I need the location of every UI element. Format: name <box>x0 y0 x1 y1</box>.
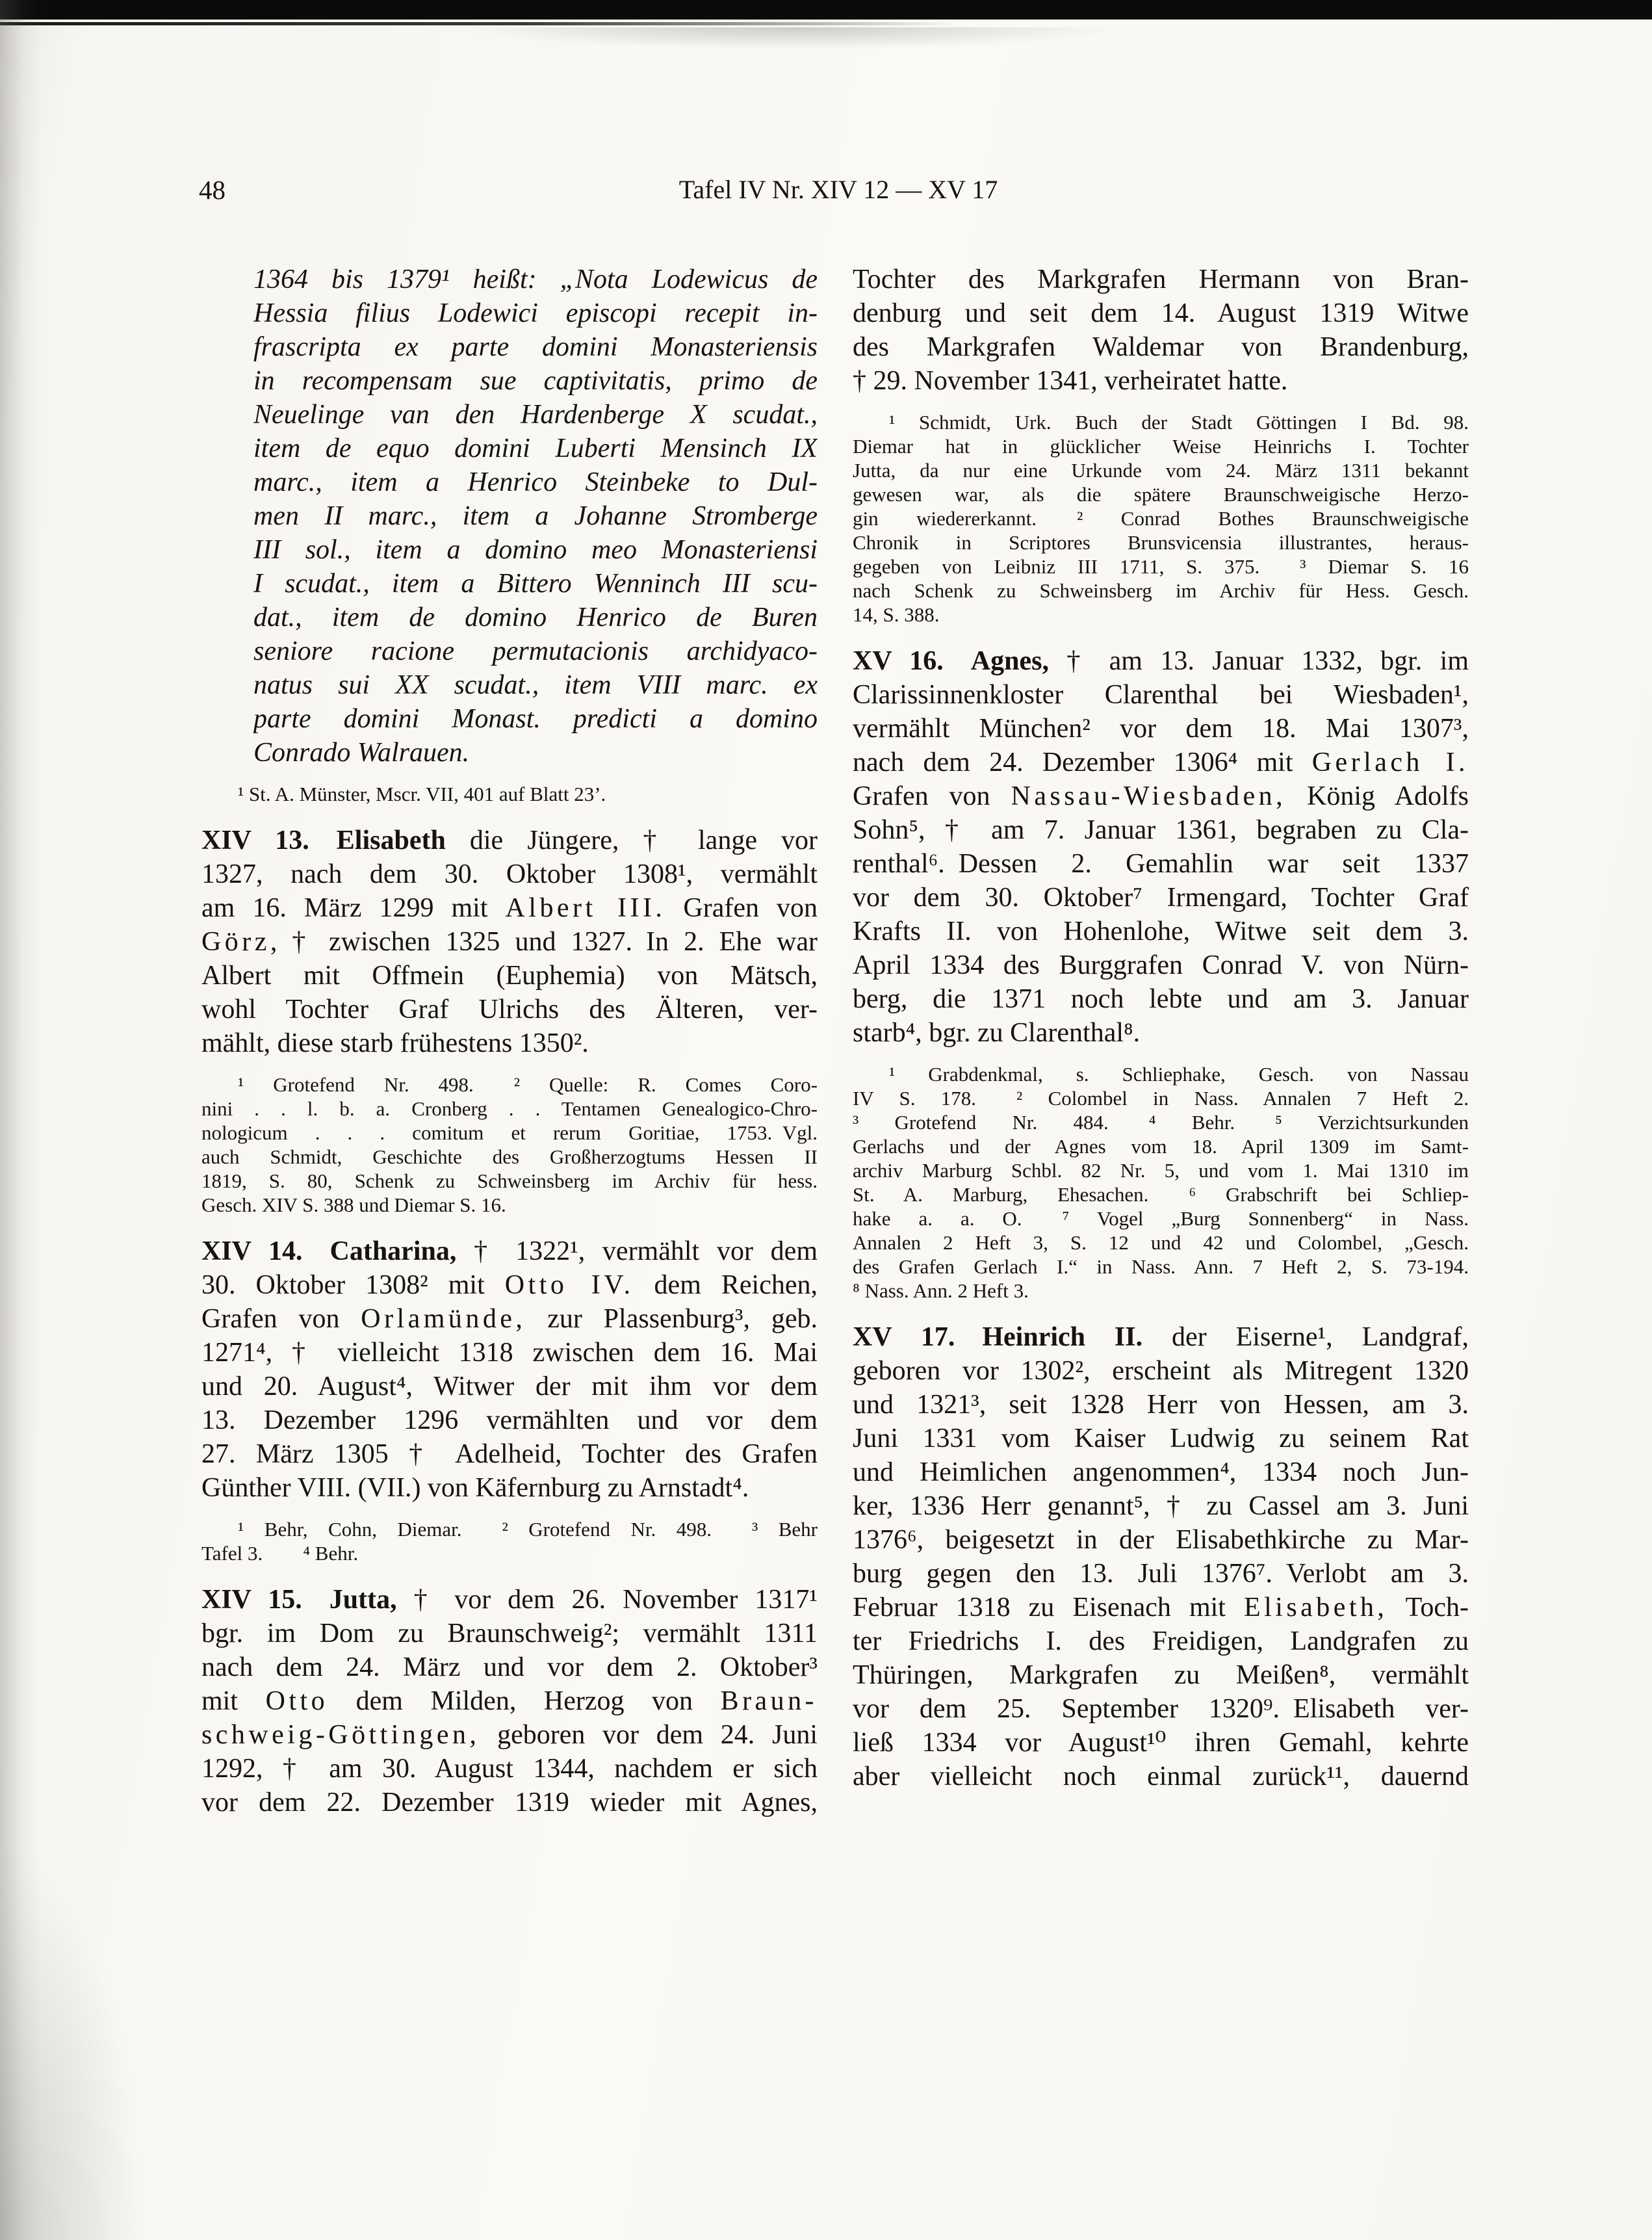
text-segment: archiv Marburg Schbl. 82 Nr. 5, und vom 1. Mai 1310 im <box>853 1159 1469 1182</box>
text-segment: † am 13. Januar 1332, bgr. im <box>1048 646 1469 676</box>
text-segment: ¹ Schmidt, Urk. Buch der Stadt Göttingen I Bd. 98. <box>889 411 1469 434</box>
text-line <box>853 948 1469 982</box>
text-segment: Diemar hat in glücklicher Weise Heinrichs I. Tochter <box>853 435 1469 458</box>
text-segment: parte domini Monast. predicti a domino <box>253 704 818 734</box>
text-segment: XIV 13. <box>201 826 309 855</box>
left-column <box>201 263 818 1819</box>
text-segment: Elisabeth, <box>1244 1593 1388 1622</box>
text-line <box>253 736 818 770</box>
text-segment: dem Milden, Herzog von <box>328 1686 721 1716</box>
text-segment: ter Friedrichs I. des Freidigen, Landgrafen zu <box>853 1626 1469 1656</box>
text-line <box>253 263 818 296</box>
text-line <box>201 1026 818 1060</box>
text-segment: Annalen 2 Heft 3, S. 12 und 42 und Colombel, „Gesch. <box>853 1231 1469 1254</box>
text-segment: Günther VIII. (VII.) von Käfernburg zu Arnstadt⁴. <box>201 1473 749 1503</box>
text-segment: Thüringen, Markgrafen zu Meißen⁸, vermählt <box>853 1660 1469 1690</box>
text-segment: frascripta ex parte domini Monasteriensis <box>253 332 818 362</box>
text-line <box>201 1541 818 1565</box>
text-line <box>853 1206 1469 1231</box>
text-line <box>853 712 1469 746</box>
text-segment: Toch- <box>1387 1593 1469 1622</box>
text-segment: Tafel 3. ⁴ Behr. <box>201 1542 359 1565</box>
text-segment: Neuelinge van den Hardenberge X scudat., <box>253 400 818 430</box>
text-segment: XIV 15. <box>201 1585 302 1615</box>
text-segment: nach Schenk zu Schweinsberg im Archiv für Hess. Gesch. <box>853 579 1469 602</box>
footnote-xiv-13 <box>201 1073 818 1217</box>
text-line <box>201 1617 818 1650</box>
text-segment: Görz <box>201 927 270 957</box>
text-segment: die Jüngere, † lange vor <box>445 826 818 855</box>
running-header: Tafel IV Nr. XIV 12 — XV 17 <box>678 175 998 204</box>
text-line <box>201 1370 818 1403</box>
text-line <box>201 1517 818 1541</box>
text-segment: † vor dem 26. November 1317¹ <box>396 1585 818 1615</box>
text-line <box>853 364 1469 398</box>
text-line <box>253 567 818 601</box>
footnote-xiv-15 <box>853 410 1469 627</box>
text-line <box>853 982 1469 1016</box>
entry-xiv-15 <box>201 1583 818 1819</box>
text-segment: 1327, nach dem 30. Oktober 1308¹, vermählt <box>201 859 818 889</box>
text-segment: mit <box>201 1686 266 1716</box>
text-segment: gewesen war, als die spätere Braunschweigische Herzo- <box>853 483 1469 506</box>
text-segment: burg gegen den 13. Juli 1376⁷. Verlobt am 3. <box>853 1559 1469 1589</box>
text-segment: men II marc., item a Johanne Stromberge <box>253 501 818 531</box>
text-line <box>201 1403 818 1437</box>
text-segment: † 1322¹, vermählt vor dem <box>456 1236 818 1266</box>
text-segment: und 20. August⁴, Witwer der mit ihm vor dem <box>201 1372 818 1401</box>
text-segment: seniore racione permutacionis archidyaco- <box>253 636 818 666</box>
text-line <box>201 1169 818 1193</box>
text-segment: Februar 1318 zu Eisenach mit <box>853 1593 1244 1622</box>
text-line <box>853 1692 1469 1726</box>
text-line <box>853 506 1469 530</box>
text-segment: wohl Tochter Graf Ulrichs des Älteren, ver- <box>201 995 818 1024</box>
text-line <box>853 1062 1469 1086</box>
text-segment: geboren vor dem 24. Juni <box>480 1720 818 1750</box>
text-segment: 1364 bis 1379¹ heißt: „Nota Lodewicus de <box>253 265 818 294</box>
text-line <box>853 1016 1469 1050</box>
text-line <box>853 1255 1469 1279</box>
text-line <box>853 1086 1469 1110</box>
text-segment: denburg und seit dem 14. August 1319 Witwe <box>853 298 1469 328</box>
text-segment: in recompensam sue captivitatis, primo de <box>253 366 818 396</box>
text-segment: Grafen von <box>665 893 818 923</box>
text-line <box>201 993 818 1026</box>
text-segment: nach dem 24. März und vor dem 2. Oktober³ <box>201 1652 818 1682</box>
text-segment: mählt, diese starb frühestens 1350². <box>201 1028 589 1058</box>
text-line <box>853 410 1469 434</box>
text-segment: Catharina, <box>329 1236 457 1266</box>
text-segment: Chronik in Scriptores Brunsvicensia illustrantes, heraus- <box>853 531 1469 554</box>
text-segment: 1376⁶, beigesetzt in der Elisabethkirche zu Mar- <box>853 1525 1469 1555</box>
text-line <box>853 847 1469 881</box>
text-segment: Grafen von <box>201 1304 361 1334</box>
text-line <box>853 1110 1469 1134</box>
text-line <box>201 1650 818 1684</box>
text-segment: Grafen von <box>853 781 1011 811</box>
text-line <box>201 782 818 806</box>
right-column <box>853 263 1469 1793</box>
text-segment <box>302 1585 329 1615</box>
text-segment: Sohn⁵, † am 7. Januar 1361, begraben zu Cla- <box>853 815 1469 845</box>
text-segment: vor dem 22. Dezember 1319 wieder mit Agnes, <box>201 1788 818 1817</box>
text-segment: berg, die 1371 noch lebte und am 3. Januar <box>853 984 1469 1014</box>
text-segment: Otto <box>265 1686 329 1716</box>
text-segment: ³ Grotefend Nr. 484. ⁴ Behr. ⁵ Verzichtsurkunden <box>853 1111 1469 1134</box>
text-segment: Albert III. <box>505 893 666 923</box>
text-segment: König Adolfs <box>1286 781 1469 811</box>
text-line <box>853 296 1469 330</box>
text-segment: item de equo domini Luberti Mensinch IX <box>253 434 818 463</box>
text-segment <box>955 1322 982 1352</box>
text-line <box>253 533 818 567</box>
text-segment: Conrado Walrauen. <box>253 738 470 768</box>
text-segment: I scudat., item a Bittero Wenninch III scu- <box>253 569 818 599</box>
text-segment: hake a. a. O. ⁷ Vogel „Burg Sonnenberg“ in Nass. <box>853 1207 1469 1230</box>
text-segment: aber vielleicht noch einmal zurück¹¹, dauernd <box>853 1762 1469 1791</box>
text-line <box>201 1234 818 1268</box>
text-line <box>201 1786 818 1819</box>
entry-xiv-13 <box>201 824 818 1060</box>
text-line <box>253 465 818 499</box>
text-segment: Krafts II. von Hohenlohe, Witwe seit dem 3. <box>853 917 1469 946</box>
text-segment: ¹ Grotefend Nr. 498. ² Quelle: R. Comes Coro- <box>238 1073 818 1096</box>
text-segment: gegeben von Leibniz III 1711, S. 375. ³ Diemar S. 16 <box>853 555 1469 578</box>
paragraph-continuation-xiv-15 <box>853 263 1469 398</box>
text-line <box>201 1684 818 1718</box>
text-line <box>201 1718 818 1752</box>
text-segment: 1819, S. 80, Schenk zu Schweinsberg im Archiv für hess. <box>201 1169 818 1192</box>
text-line <box>253 499 818 533</box>
text-segment: Heinrich II. <box>982 1322 1143 1352</box>
text-line <box>201 1121 818 1145</box>
scan-smudge <box>463 27 1124 49</box>
text-line <box>253 364 818 398</box>
text-segment: Gesch. XIV S. 388 und Diemar S. 16. <box>201 1193 506 1216</box>
text-segment: des Markgrafen Waldemar von Brandenburg, <box>853 332 1469 362</box>
text-line <box>853 1354 1469 1388</box>
text-segment: dem Reichen, <box>634 1270 818 1300</box>
text-segment: ¹ St. A. Münster, Mscr. VII, 401 auf Blatt 23’. <box>238 783 606 805</box>
text-line <box>853 1658 1469 1692</box>
text-segment: starb⁴, bgr. zu Clarenthal⁸. <box>853 1018 1141 1048</box>
text-segment: April 1334 des Burggrafen Conrad V. von Nürn- <box>853 950 1469 980</box>
text-segment: 30. Oktober 1308² mit <box>201 1270 505 1300</box>
text-segment: Elisabeth <box>336 826 446 855</box>
text-line <box>853 881 1469 915</box>
text-line <box>201 824 818 857</box>
text-segment: nologicum . . . comitum et rerum Goritiae, 1753. Vgl. <box>201 1121 818 1144</box>
text-line <box>853 779 1469 813</box>
text-line <box>853 434 1469 458</box>
text-line <box>853 330 1469 364</box>
text-segment: 1292, † am 30. August 1344, nachdem er sich <box>201 1754 818 1784</box>
text-line <box>201 1097 818 1121</box>
text-line <box>253 398 818 432</box>
text-segment: am 16. März 1299 mit <box>201 893 506 923</box>
entry-xv-17 <box>853 1320 1469 1793</box>
text-line <box>853 554 1469 579</box>
text-segment: ker, 1336 Herr genannt⁵, † zu Cassel am 3. Juni <box>853 1491 1469 1521</box>
footnote-xv-16 <box>853 1062 1469 1303</box>
text-line <box>853 678 1469 712</box>
text-line <box>201 1073 818 1097</box>
text-line <box>853 1455 1469 1489</box>
text-segment: nini . . l. b. a. Cronberg . . Tentamen Genealogico-Chro- <box>201 1097 818 1120</box>
text-segment: bgr. im Dom zu Braunschweig²; vermählt 1311 <box>201 1619 818 1648</box>
text-line <box>201 1268 818 1302</box>
text-line <box>201 1302 818 1336</box>
text-segment: ließ 1334 vor August¹⁰ ihren Gemahl, kehrte <box>853 1728 1469 1758</box>
text-line <box>853 579 1469 603</box>
text-line <box>253 702 818 736</box>
text-segment: dat., item de domino Henrico de Buren <box>253 603 818 632</box>
text-segment: Nassau-Wiesbaden, <box>1011 781 1287 811</box>
text-line <box>853 1523 1469 1557</box>
footnote-quote <box>201 782 818 806</box>
text-segment: Orlamünde, <box>361 1304 526 1334</box>
text-segment: , † zwischen 1325 und 1327. In 2. Ehe war <box>270 927 818 957</box>
text-segment: XIV 14. <box>201 1236 303 1266</box>
text-line <box>253 296 818 330</box>
text-line <box>853 263 1469 296</box>
text-segment: renthal⁶. Dessen 2. Gemahlin war seit 1337 <box>853 849 1469 879</box>
text-line <box>853 530 1469 554</box>
scan-top-edge-artifact <box>0 0 1652 20</box>
text-segment: des Grafen Gerlach I.“ in Nass. Ann. 7 Heft 2, S. 73-194. <box>853 1255 1469 1278</box>
text-line <box>853 1158 1469 1182</box>
text-line <box>853 1279 1469 1303</box>
text-line <box>201 891 818 925</box>
text-segment: geboren vor 1302², erscheint als Mitregent 1320 <box>853 1356 1469 1386</box>
text-line <box>853 1624 1469 1658</box>
text-segment: Tochter des Markgrafen Hermann von Bran- <box>853 265 1469 294</box>
latin-quote-block <box>253 263 818 770</box>
text-line <box>201 1336 818 1370</box>
text-segment <box>309 826 337 855</box>
text-segment: St. A. Marburg, Ehesachen. ⁶ Grabschrift bei Schliep- <box>853 1183 1469 1206</box>
text-line <box>853 1726 1469 1760</box>
text-line <box>253 601 818 634</box>
text-segment: zur Plassenburg³, geb. <box>526 1304 818 1334</box>
text-segment: Clarissinnenkloster Clarenthal bei Wiesbaden¹, <box>853 680 1469 710</box>
text-line <box>853 1231 1469 1255</box>
text-segment: Braun- <box>720 1686 818 1716</box>
text-segment: XV 16. <box>853 646 944 676</box>
text-segment: III sol., item a domino meo Monasteriensi <box>253 535 818 565</box>
text-segment: vor dem 25. September 1320⁹. Elisabeth ver- <box>853 1694 1469 1724</box>
text-line <box>853 1489 1469 1523</box>
text-line <box>853 1591 1469 1624</box>
text-segment: Hessia filius Lodewici episcopi recepit in- <box>253 298 818 328</box>
text-segment: † 29. November 1341, verheiratet hatte. <box>853 366 1288 396</box>
text-line <box>201 925 818 959</box>
text-segment: nach dem 24. Dezember 1306⁴ mit <box>853 748 1312 777</box>
text-line <box>201 1471 818 1505</box>
text-line <box>253 330 818 364</box>
text-segment: 14, S. 388. <box>853 603 940 626</box>
text-line <box>253 432 818 465</box>
text-segment: und Heimlichen angenommen⁴, 1334 noch Jun- <box>853 1457 1469 1487</box>
text-segment: der Eiserne¹, Landgraf, <box>1142 1322 1469 1352</box>
text-segment: ¹ Grabdenkmal, s. Schliephake, Gesch. von Nassau <box>889 1063 1469 1086</box>
text-line <box>853 1422 1469 1455</box>
text-segment: Gerlach I. <box>1311 748 1469 777</box>
text-segment: 27. März 1305 † Adelheid, Tochter des Grafen <box>201 1439 818 1469</box>
text-segment: XV 17. <box>853 1322 955 1352</box>
text-segment: IV S. 178. ² Colombel in Nass. Annalen 7 Heft 2. <box>853 1087 1469 1110</box>
text-line <box>853 813 1469 847</box>
text-line <box>201 1145 818 1169</box>
text-line <box>853 644 1469 678</box>
text-line <box>853 1760 1469 1793</box>
text-line <box>853 1134 1469 1158</box>
text-line <box>853 1388 1469 1422</box>
text-line <box>853 1182 1469 1206</box>
text-line <box>201 1583 818 1617</box>
text-segment: Jutta, da nur eine Urkunde vom 24. März 1311 bekannt <box>853 459 1469 482</box>
text-segment: vermählt München² vor dem 18. Mai 1307³, <box>853 714 1469 744</box>
text-line <box>253 634 818 668</box>
text-line <box>201 1437 818 1471</box>
text-segment: Otto IV. <box>504 1270 634 1300</box>
text-segment: marc., item a Henrico Steinbeke to Dul- <box>253 467 818 497</box>
text-line <box>853 458 1469 482</box>
entry-xv-16 <box>853 644 1469 1050</box>
text-segment <box>303 1236 330 1266</box>
text-segment: Gerlachs und der Agnes vom 18. April 1309 im Samt- <box>853 1135 1469 1158</box>
text-line <box>201 857 818 891</box>
text-segment: 1271⁴, † vielleicht 1318 zwischen dem 16. Mai <box>201 1338 818 1368</box>
text-segment: gin wiedererkannt. ² Conrad Bothes Braunschweigische <box>853 507 1469 530</box>
text-line <box>853 482 1469 506</box>
entry-xiv-14 <box>201 1234 818 1505</box>
scan-corner-smudge <box>0 1837 143 2240</box>
text-line <box>201 1193 818 1217</box>
text-line <box>853 603 1469 627</box>
text-segment: 13. Dezember 1296 vermählten und vor dem <box>201 1405 818 1435</box>
page-number: 48 <box>199 175 226 205</box>
text-line <box>853 1320 1469 1354</box>
text-segment: natus sui XX scudat., item VIII marc. ex <box>253 670 818 700</box>
footnote-xiv-14 <box>201 1517 818 1565</box>
text-segment: Agnes, <box>970 646 1049 676</box>
text-line <box>201 959 818 993</box>
text-segment: Albert mit Offmein (Euphemia) von Mätsch, <box>201 961 818 991</box>
text-segment: Jutta, <box>329 1585 397 1615</box>
text-line <box>201 1752 818 1786</box>
text-segment: Juni 1331 vom Kaiser Ludwig zu seinem Rat <box>853 1424 1469 1453</box>
text-segment: ⁸ Nass. Ann. 2 Heft 3. <box>853 1279 1029 1302</box>
text-segment: schweig-Göttingen, <box>201 1720 480 1750</box>
text-segment <box>944 646 971 676</box>
text-segment: vor dem 30. Oktober⁷ Irmengard, Tochter Graf <box>853 883 1469 913</box>
text-line <box>853 746 1469 779</box>
text-segment: auch Schmidt, Geschichte des Großherzogtums Hessen II <box>201 1145 818 1168</box>
text-line <box>253 668 818 702</box>
text-line <box>853 1557 1469 1591</box>
text-segment: ¹ Behr, Cohn, Diemar. ² Grotefend Nr. 498. ³ Behr <box>238 1518 818 1541</box>
text-line <box>853 915 1469 948</box>
text-segment: und 1321³, seit 1328 Herr von Hessen, am 3. <box>853 1390 1469 1420</box>
